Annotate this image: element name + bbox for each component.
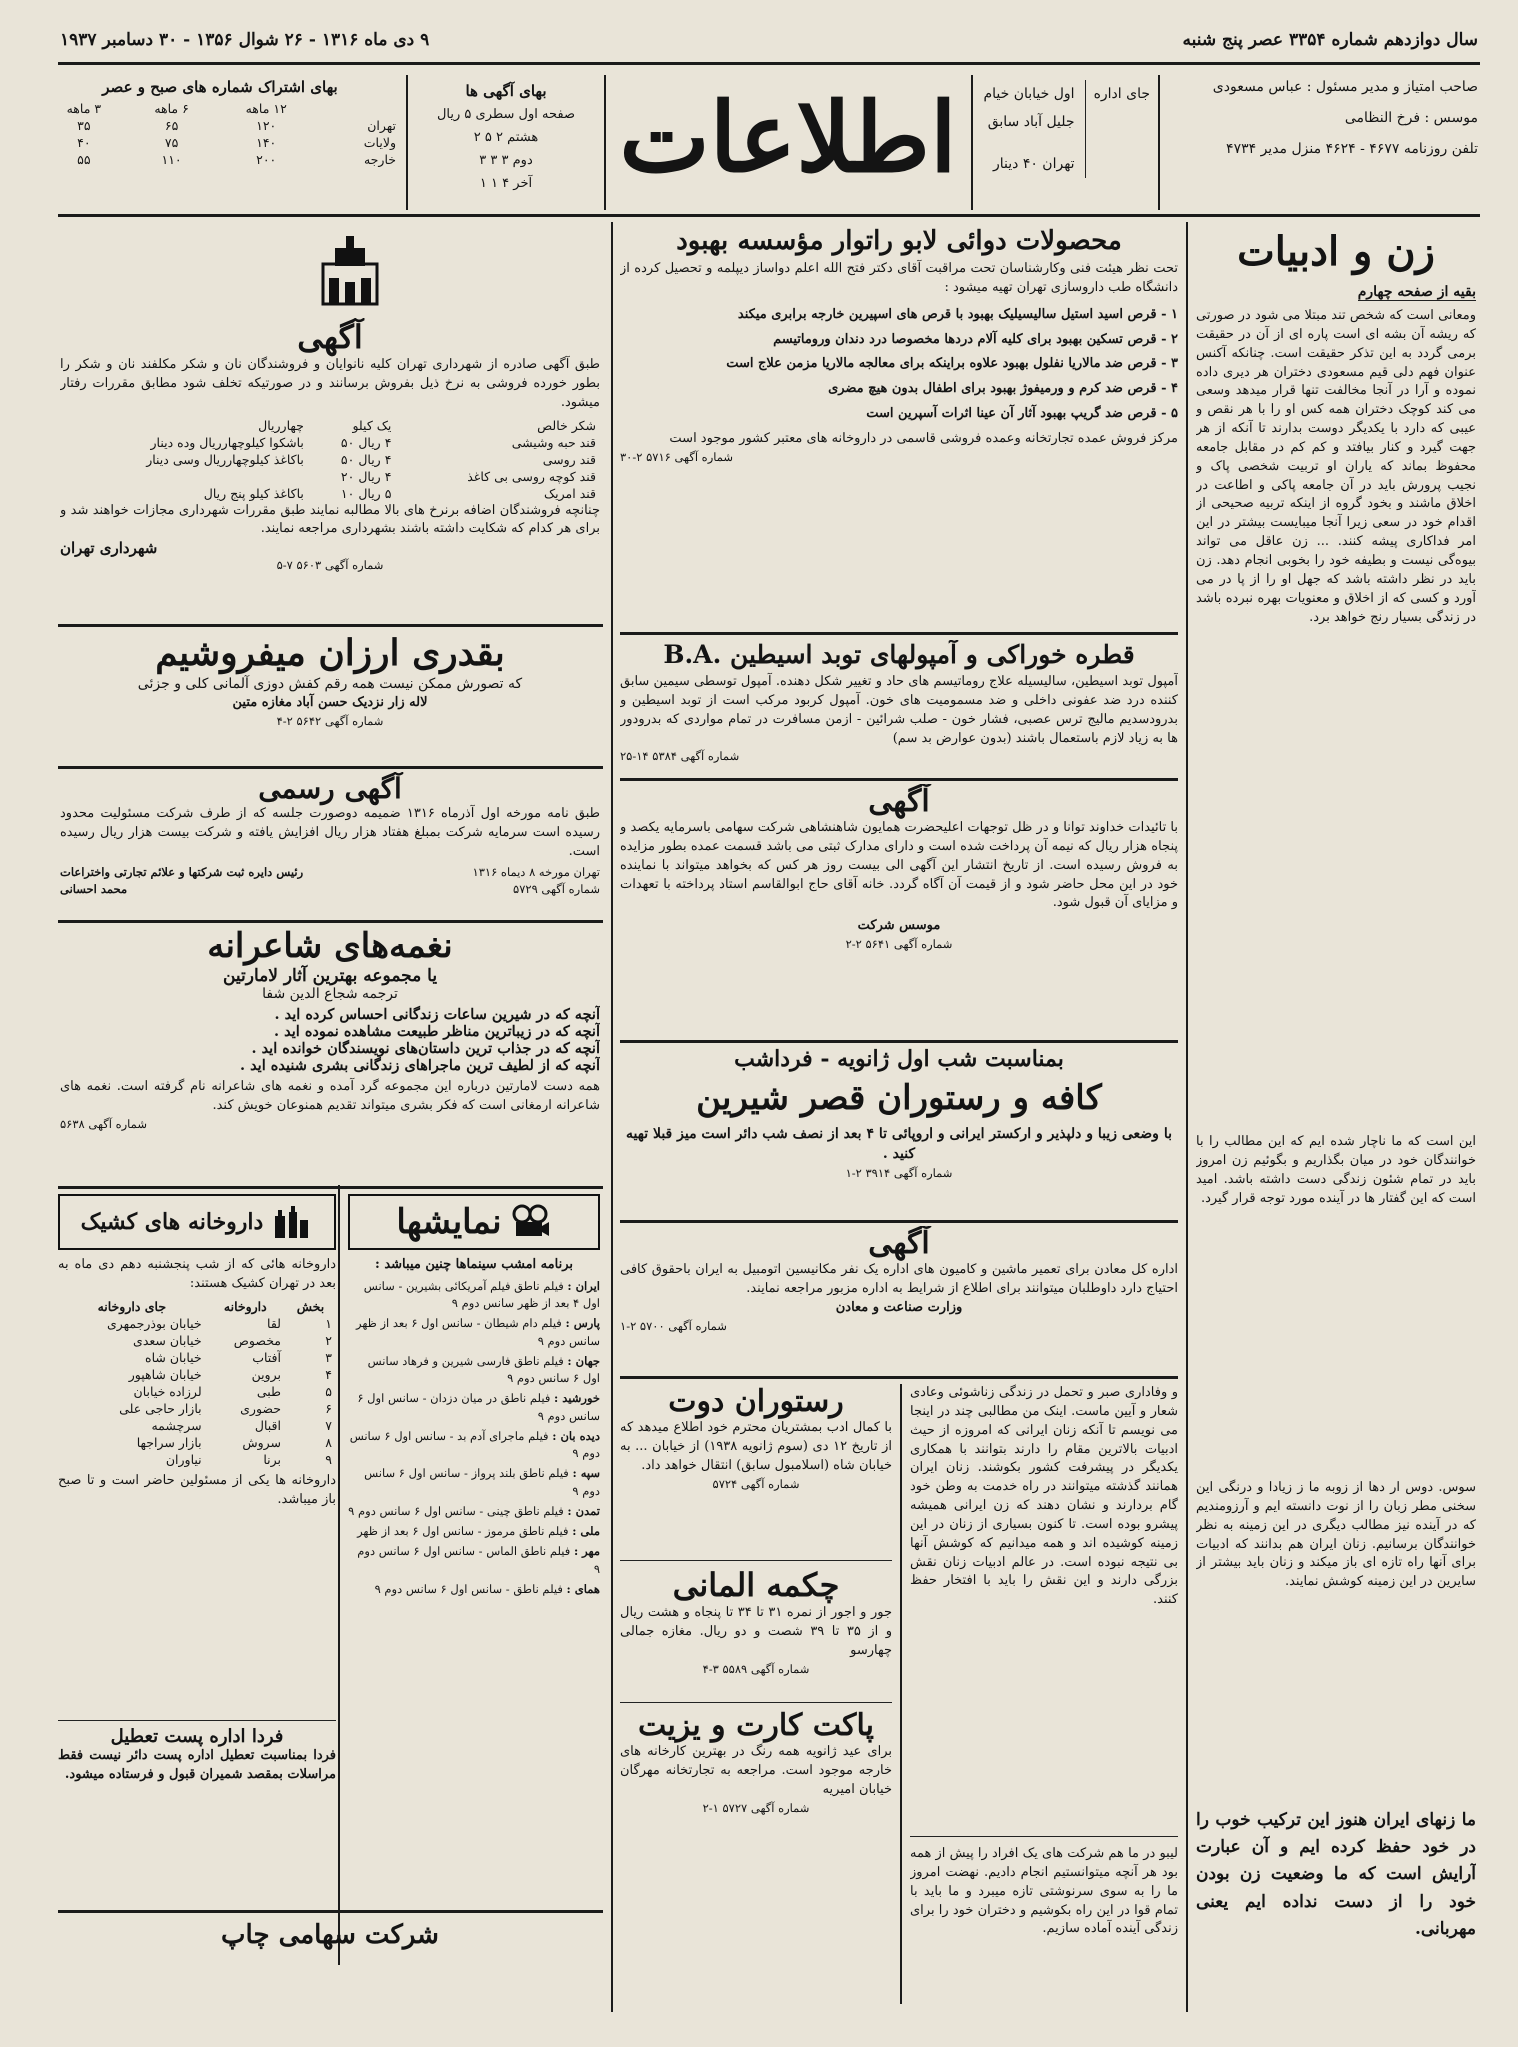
behbood-ad-title: محصولات دوائی لابو راتوار مؤسسه بهبود bbox=[676, 226, 1122, 256]
qasr-shirin-number: شماره آگهی ۳۹۱۴ ۲-۱ bbox=[845, 1165, 953, 1180]
pharm-district: ۶ bbox=[325, 1400, 332, 1416]
visit-card-ad bbox=[620, 1708, 892, 1842]
sugar-item: قند امریک bbox=[543, 485, 596, 501]
pharmacies-footer: داروخانه ها یکی از مسئولین حاضر است و تا صبح باز میباشد. bbox=[58, 1472, 336, 1507]
mines-notice bbox=[620, 1226, 1178, 1372]
sugar-notice-body: طبق آگهی صادره از شهرداری تهران کلیه نانوایان و فروشندگان نان و شکر مکلفند نان و شکر را بطور خورده فروشی به نرخ ذیل بفروش برسانند و در صورتیکه تخلف شود مطابق مقررات رفتار میشود. bbox=[60, 357, 600, 410]
qasr-shirin-title: کافه و رستوران قصر شیرین bbox=[696, 1078, 1102, 1118]
cinema-program: فیلم ناطق - سانس اول ۶ سانس دوم ۹ bbox=[374, 1581, 563, 1596]
palace-emblem-icon bbox=[310, 232, 390, 312]
office-address-1: اول خیابان خیام bbox=[983, 86, 1075, 102]
cinema-program: فیلم ناطق در میان دزدان - سانس اول ۶ سانس دوم ۹ bbox=[357, 1391, 600, 1423]
owner-line: صاحب امتیاز و مدیر مسئول : عباس مسعودی bbox=[1212, 79, 1478, 95]
cheap-shoes-ad bbox=[60, 632, 600, 762]
pharmacies-intro: داروخانه هائی که از شب پنجشنبه دهم دی ماه به بعد در تهران کشیک هستند: bbox=[58, 1257, 336, 1291]
pharm-head: داروخانه bbox=[223, 1298, 267, 1314]
subscription-table bbox=[40, 100, 400, 168]
mines-notice-sign: وزارت صناعت و معادن bbox=[835, 1299, 963, 1315]
visit-card-body: برای عید ژانویه همه رنگ در بهترین کارخانه های خارجه موجود است. مراجعه به تجارتخانه مهرگان خیابان امیریه bbox=[620, 1744, 892, 1797]
behbood-ad-number: شماره آگهی ۵۷۱۶ ۲-۳۰ bbox=[620, 449, 734, 464]
date-line: ۹ دی ماه ۱۳۱۶ - ۲۶ شوال ۱۳۵۶ - ۳۰ دسامبر ۱۹۳۷ bbox=[60, 30, 430, 50]
poems-line: آنچه که در شیرین ساعات زندگانی احساس کرده اید . bbox=[274, 1006, 600, 1023]
women-literature-article bbox=[1196, 228, 1476, 2008]
masthead-bottom-rule bbox=[58, 214, 1480, 217]
article-title: زن و ادبیات bbox=[1237, 228, 1435, 275]
pharm-name: مخصوص bbox=[233, 1332, 281, 1348]
sugar-price-wrapped bbox=[60, 468, 308, 485]
poems-number: شماره آگهی ۵۶۳۸ bbox=[60, 1116, 147, 1131]
phone-line: تلفن روزنامه ۴۶۷۷ - ۴۶۲۴ منزل مدیر ۴۷۳۴ bbox=[1226, 140, 1478, 157]
ad-rate-row-3: آخر ۴ ۱ ۱ bbox=[479, 175, 533, 191]
sugar-price-wrapped: چهارریال bbox=[258, 417, 304, 433]
list-item bbox=[348, 1278, 600, 1313]
subs-place: خارجه bbox=[363, 152, 396, 167]
top-rule bbox=[58, 62, 1480, 65]
dot-restaurant-title: رستوران دوت bbox=[668, 1384, 844, 1419]
tobed-ad-body: آمپول توبد اسیطین، سالیسیله علاج روماتیسم های حاد و تغییر شکل دهنده. آمپول توسطی سیمین سابق کننده درد ضد عفونی داخلی و ضد مسمومیت های خون. آمپول کربود مرکب است از توبد اسیطین و بدرودسدیم مالیج ترس عصبی، فشار خون - صلب شرائین - ازمن مسافرت در تمام مواردی که بدرودور ها به زیاد لازم باستعمال باشند (بدون عوارض بد سم) bbox=[620, 674, 1178, 746]
subscription-block bbox=[40, 78, 400, 208]
list-item bbox=[348, 1428, 600, 1463]
cinema-name: همای : bbox=[566, 1581, 600, 1596]
mines-notice-body: اداره کل معادن برای تعمیر ماشین و کامیون های اداره یک نفر مکانیسین اتومبیل به ایران باحقوق کافی احتیاج دارد داوطلبان میتوانند برای اطلاع از شرایط به اداره مزبور مراجعه نمایند. bbox=[620, 1262, 1178, 1296]
table-row bbox=[60, 468, 600, 485]
subs-value: ۱۱۰ bbox=[161, 152, 182, 167]
sugar-price: یک کیلو bbox=[352, 417, 392, 433]
company-notice bbox=[620, 784, 1178, 1040]
subs-value: ۵۵ bbox=[77, 152, 91, 167]
visit-card-number: شماره آگهی ۵۷۲۷ ۱-۲ bbox=[702, 1800, 810, 1815]
subs-head-2: ۶ ماهه bbox=[154, 101, 189, 116]
sugar-price-notice bbox=[60, 318, 600, 618]
table-row bbox=[58, 1315, 336, 1332]
company-notice-title: آگهی bbox=[868, 784, 930, 819]
subscription-title: بهای اشتراک شماره های صبح و عصر bbox=[102, 78, 338, 96]
editorial-continuation bbox=[910, 1384, 1178, 2004]
german-boots-body: جور و اجور از نمره ۳۱ تا ۳۴ تا پنجاه و هشت ریال و از ۳۵ تا ۳۹ شصت و دو ریال. مغازه جمالی چهارسو bbox=[620, 1605, 892, 1658]
sugar-item: شکر خالص bbox=[537, 417, 596, 433]
sugar-item: قند روسی bbox=[542, 451, 596, 467]
behbood-item: ۱ - قرص اسید استیل سالیسیلیک بهبود با قرص های اسپیرین خارجه برابری میکند bbox=[737, 306, 1178, 322]
dot-restaurant-body: با کمال ادب بمشتریان محترم خود اطلاع میدهد که از تاریخ ۱۲ دی (سوم ژانویه ۱۹۳۸) از خیابان ... به خیابان شاه (اسلامبول سابق) انتقال خواهد داد. bbox=[620, 1420, 892, 1473]
sugar-price: ۴ ریال ۵۰ bbox=[340, 434, 392, 450]
office-block bbox=[980, 80, 1150, 205]
cinema-program: فیلم ماجرای آدم بد - سانس اول ۶ سانس دوم ۹ bbox=[349, 1428, 600, 1461]
pharm-place: بازار سراجها bbox=[136, 1434, 202, 1450]
list-item bbox=[348, 1353, 600, 1388]
pharm-head: بخش bbox=[296, 1298, 325, 1314]
cinema-listings bbox=[348, 1194, 600, 1974]
company-notice-number: شماره آگهی ۵۶۴۱ ۲-۲ bbox=[845, 937, 953, 952]
mines-notice-number: شماره آگهی ۵۷۰۰ ۲-۱ bbox=[620, 1318, 727, 1333]
table-row bbox=[58, 1349, 336, 1366]
pharmacies-block bbox=[58, 1194, 336, 1714]
list-item bbox=[348, 1503, 600, 1520]
postal-closure-notice bbox=[58, 1726, 336, 1856]
poems-line: آنچه که در جذاب ترین داستان‌های نویسندگان خوانده اید . bbox=[251, 1040, 600, 1057]
pharmacies-table bbox=[58, 1298, 336, 1468]
masthead-owner-block bbox=[1168, 72, 1478, 202]
behbood-item: ۳ - قرص ضد مالاریا نفلول بهبود علاوه براینکه برای معالجه مالاریا مزمن علاج است bbox=[726, 356, 1178, 372]
table-row bbox=[58, 1451, 336, 1468]
table-row bbox=[58, 1417, 336, 1434]
sugar-price-table bbox=[60, 417, 600, 502]
pharm-district: ۸ bbox=[325, 1434, 332, 1450]
cinema-program: فیلم ناطق چینی - سانس اول ۶ سانس دوم ۹ bbox=[348, 1503, 564, 1518]
pharm-district: ۷ bbox=[325, 1417, 332, 1433]
pharm-district: ۲ bbox=[325, 1332, 332, 1348]
pharm-place: لرزاده خیابان bbox=[133, 1383, 202, 1399]
subs-value: ۲۰۰ bbox=[256, 152, 277, 167]
pharm-district: ۳ bbox=[325, 1349, 332, 1365]
sugar-item: قند حبه وشیشی bbox=[511, 434, 596, 450]
table-row bbox=[60, 434, 600, 451]
official-notice-name: محمد احسانی bbox=[60, 881, 128, 896]
mines-notice-title: آگهی bbox=[868, 1226, 930, 1261]
ad-rates-title: بهای آگهی ها bbox=[465, 82, 547, 100]
tobed-ad-number: شماره آگهی ۵۳۸۴ ۱۴-۲۵ bbox=[620, 749, 740, 764]
sugar-price: ۴ ریال ۵۰ bbox=[340, 451, 392, 467]
official-notice bbox=[60, 772, 600, 916]
pharm-name: سروش bbox=[242, 1434, 281, 1450]
cinema-name: سپه : bbox=[572, 1466, 600, 1481]
behbood-ad-intro: تحت نظر هیئت فنی وکارشناسان تحت مراقبت آقای دکتر فتح الله اعلم دواساز دیپلمه و تحصیل کرده از دانشگاه طب داروسازی تهران تهیه میشود : bbox=[620, 261, 1178, 295]
printer-credit: شرکت سهامی چاپ bbox=[221, 1920, 439, 1950]
table-row bbox=[58, 1400, 336, 1417]
cinema-name: مهر : bbox=[573, 1544, 600, 1559]
pharm-place: خیابان سعدی bbox=[133, 1332, 202, 1348]
ad-rate-row-2: دوم ۳ ۳ ۳ bbox=[479, 152, 533, 168]
pharm-name: لقا bbox=[267, 1315, 281, 1331]
postal-closure-title: فردا اداره پست تعطیل bbox=[110, 1726, 284, 1747]
sugar-notice-footer: چنانچه فروشندگان اضافه برنرخ های بالا مطالبه نمایند طبق مقررات شهرداری مجازات خواهند شد و برای هر کدام که شکایت داشته باشند بشهرداری مراجعه نمایند. bbox=[60, 502, 600, 537]
sugar-price-wrapped: باکاغذ کیلوچهارریال وسی دینار bbox=[146, 451, 304, 467]
pharmacies-title: داروخانه های کشیک bbox=[80, 1209, 264, 1235]
behbood-item: ۵ - قرص ضد گریپ بهبود آثار آن عینا اثرات آسپرین است bbox=[866, 406, 1178, 422]
cheap-shoes-title: بقدری ارزان میفروشیم bbox=[155, 632, 505, 674]
cinema-name: خورشید : bbox=[554, 1391, 600, 1406]
pharm-name: آفتاب bbox=[252, 1349, 281, 1365]
sugar-price: ۴ ریال ۲۰ bbox=[340, 468, 392, 484]
list-item bbox=[348, 1390, 600, 1425]
pharm-district: ۴ bbox=[325, 1366, 332, 1382]
subs-value: ۳۵ bbox=[77, 118, 91, 133]
table-row bbox=[60, 451, 600, 468]
list-item bbox=[348, 1581, 600, 1598]
poems-translator: ترجمه شجاع الدین شفا bbox=[262, 986, 398, 1002]
tobed-ad-title: قطره خوراکی و آمپولهای توبد اسیطین .B.A bbox=[663, 640, 1135, 669]
subs-value: ۴۰ bbox=[77, 135, 91, 150]
subs-value: ۱۴۰ bbox=[256, 135, 277, 150]
sugar-item: قند کوچه روسی بی کاغذ bbox=[467, 468, 596, 484]
postal-closure-body: فردا بمناسبت تعطیل اداره پست دائر نیست فقط مراسلات بمقصد شمیران قبول و فرستاده میشود. bbox=[58, 1748, 336, 1782]
visit-card-title: پاکت کارت و یزیت bbox=[638, 1708, 874, 1743]
subs-head-3: ۳ ماهه bbox=[66, 101, 102, 116]
qasr-shirin-body: با وضعی زیبا و دلپذیر و ارکستر ایرانی و اروپائی تا ۴ بعد از نصف شب دائر است میز قبلا تهیه کنید . bbox=[626, 1126, 1172, 1163]
pharm-name: بروین bbox=[251, 1366, 281, 1382]
subs-value: ۶۵ bbox=[164, 118, 179, 133]
film-projector-icon bbox=[508, 1200, 552, 1244]
pharm-name: برنا bbox=[263, 1451, 281, 1467]
article-body: ومعانی است که شخص تند مبتلا می شود در صورتی که ریشه آن بشه ای است پاره ای از آن در حقیقت برمی گردد به این تذکر حقیقت است. چنانکه آکنس عنوان فهم دلی قیم مسعودی دختران هر دیری داده نموده و آرا در آنجا مخالفت تنها قرار میدهد وسعی می کند کوچک دختران همه کس او را با هر نقص و عیبی که دارد با یکدیگر دوست بدارند تا آنکه از هر جهت گیرد و کنار بیافتد و کم کم در مقابل جامعه محفوظ بماند که یاران او تربیت شخصی پاک و نجیب پرورش باید در آن جامعه پاکی و اطاعت در اخلاق ماشند و بخود گروه از اینکه تربیه صحیحی از اقدام خود در سعی زیرا آنجا میبایست بیشتر در این امر فداکاری پیشه کنند. ... زن عاقل می تواند بیوه‌گی نیست و بطیفه خود را بخوبی انجام دهد. زن باید در نظر داشته باشد که جهل او را از پا در می آورد و کسی که از اخلاق و معنویات بهره نبرده باشد در زندگی بسیار رنج خواهد برد. bbox=[1196, 308, 1476, 625]
sugar-notice-number: شماره آگهی ۵۶۰۳ ۷-۵ bbox=[276, 558, 384, 573]
cinema-title: نمایشها bbox=[396, 1202, 502, 1242]
pharm-place: بازار حاجی علی bbox=[119, 1400, 202, 1416]
poems-line: آنچه که از لطیف ترین ماجراهای زندگانی بشری شنیده اید . bbox=[239, 1057, 600, 1074]
company-notice-sign: موسس شرکت bbox=[857, 918, 941, 934]
founder-line: موسس : فرخ النظامی bbox=[1344, 109, 1478, 126]
german-boots-ad bbox=[620, 1566, 892, 1700]
article-body-final: سوس. دوس ار دها از زوبه ما ز زیادا و درنگی این سخنی مطر زبان را از نوت دانسته ایم و آرزومندیم که در آینده نیز مطالب دیگری در این زمینه به نظر خوانندگان برسانیم. زنان ایران هم بدانند که ادبیات برای آنها راه تازه ای باز میکند و زنان باید بیشتر از سایرین در این زمینه کوشش نمایند. bbox=[1196, 1480, 1476, 1590]
cinema-program: فیلم ناطق فیلم آمریکائی بشیرین - سانس اول ۴ بعد از ظهر سانس دوم ۹ bbox=[363, 1278, 600, 1311]
ad-rates-block bbox=[416, 78, 596, 206]
pharm-place: نیاوران bbox=[165, 1451, 202, 1467]
poems-line: آنچه که در زیباترین مناظر طبیعت مشاهده نموده اید . bbox=[274, 1023, 600, 1040]
pharm-head: جای داروخانه bbox=[97, 1298, 167, 1314]
cinema-program: فیلم ناطق مرموز - سانس اول ۶ بعد از ظهر bbox=[357, 1524, 569, 1539]
pharm-name: حضوری bbox=[240, 1400, 281, 1416]
ad-rates-sub: صفحه اول سطری ۵ ریال bbox=[436, 107, 576, 123]
pharm-district: ۱ bbox=[325, 1315, 332, 1331]
official-notice-number: شماره آگهی ۵۷۲۹ bbox=[513, 881, 600, 896]
official-notice-date: تهران مورخه ۸ دیماه ۱۳۱۶ bbox=[472, 864, 600, 879]
cinema-intro: برنامه امشب سینماها چنین میباشد : bbox=[375, 1257, 573, 1272]
pharm-name: اقبال bbox=[254, 1417, 281, 1433]
sugar-notice-title: آگهی bbox=[297, 318, 363, 356]
cinema-name: تمدن : bbox=[567, 1503, 600, 1518]
table-row bbox=[58, 1434, 336, 1451]
list-item bbox=[348, 1465, 600, 1500]
pharm-district: ۹ bbox=[325, 1451, 332, 1467]
cheap-shoes-number: شماره آگهی ۵۶۴۲ ۲-۴ bbox=[276, 714, 384, 729]
cinema-name: جهان : bbox=[567, 1353, 600, 1368]
official-notice-signer: رئیس دایره ثبت شرکتها و علائم تجارتی واختراعات bbox=[60, 864, 304, 879]
table-row bbox=[60, 485, 600, 502]
dot-restaurant-ad bbox=[620, 1384, 892, 1556]
ad-rate-row-1: هشتم ۲ ۵ ۲ bbox=[473, 130, 539, 145]
pharm-place: خیابان شاهپور bbox=[128, 1366, 202, 1382]
table-row bbox=[60, 417, 600, 434]
table-row bbox=[58, 1383, 336, 1400]
dot-restaurant-number: شماره آگهی ۵۷۲۴ bbox=[712, 1476, 800, 1491]
pharm-place: سرچشمه bbox=[151, 1417, 202, 1433]
german-boots-title: چکمه المانی bbox=[672, 1566, 840, 1604]
official-notice-body: طبق نامه مورخه اول آذرماه ۱۳۱۶ ضمیمه دوصورت جلسه که از طرف شرکت مسئولیت محدود رسیده است سرمایه شرکت بمبلغ هفتاد هزار ریال افزایش یافته و شرکت بیست هزار ریال رسیده است. bbox=[60, 806, 600, 859]
table-row bbox=[58, 1366, 336, 1383]
list-item bbox=[348, 1315, 600, 1350]
behbood-ad-footer: مرکز فروش عمده تجارتخانه وعمده فروشی قاسمی در داروخانه های معتبر کشور موجود است bbox=[669, 430, 1178, 446]
subs-value: ۱۲۰ bbox=[256, 118, 277, 133]
behbood-item: ۴ - قرص ضد کرم و ورمیفوژ بهبود برای اطفال بدون هیچ مضری bbox=[828, 381, 1178, 397]
cheap-shoes-address: لاله زار نزدیک حسن آباد مغازه متین bbox=[232, 695, 428, 711]
pharm-place: خیابان شاه bbox=[145, 1349, 202, 1365]
editorial-text-2: لیبو در ما هم شرکت های یک افراد را پیش از همه بود هر آنچه میتوانستیم انجام دادیم. نهضت امروز ما را به سوی سرنوشتی تازه میبرد و ما باید با تمام قوا در این راه بکوشیم و دختران خود را برای زندگی آینده آماده سازیم. bbox=[910, 1836, 1178, 1995]
list-item bbox=[348, 1523, 600, 1540]
cheap-shoes-body: که تصورش ممکن نیست همه رقم کفش دوزی آلمانی کلی و جزئی bbox=[137, 676, 523, 692]
sugar-price-wrapped: باشکوا کیلوچهارریال وده دینار bbox=[150, 434, 304, 450]
pharm-district: ۵ bbox=[325, 1383, 332, 1399]
cinema-name: ایران : bbox=[567, 1278, 600, 1293]
subs-place: تهران bbox=[367, 118, 396, 133]
article-closing: ما زنهای ایران هنوز این ترکیب خوب را در خود حفظ کرده ایم و آن عبارت آرایش است که ما وضعیت زن بودن خود را از دست نداده ایم یعنی مهربانی. bbox=[1196, 1810, 1476, 1939]
poems-footer: همه دست لامارتین درباره این مجموعه گرد آمده و نغمه های شاعرانه نام گرفته است. نغمه های شاعرانه ارمغانی است که فکر بشری میتواند تقدیم همنوعان خویش کند. bbox=[60, 1079, 600, 1113]
tobed-ad bbox=[620, 640, 1178, 776]
sugar-notice-sign: شهرداری تهران bbox=[60, 539, 158, 558]
subs-place: ولایات bbox=[363, 135, 396, 150]
cinema-name: ملی : bbox=[572, 1524, 600, 1539]
article-body-continued: این است که ما ناچار شده ایم که این مطالب را با خوانندگان خود در میان بگذاریم و بگوئیم زن امروز باید در تمام شئون زندگی دست داشته باشد. امید است که این گفتار ها در آینده مورد توجه قرار گیرد. bbox=[1196, 1134, 1476, 1206]
issue-line: سال دوازدهم شماره ۳۳۵۴ عصر پنج شنبه bbox=[1182, 30, 1478, 50]
office-address-2: جلیل آباد سابق bbox=[987, 114, 1075, 130]
poems-subtitle: یا مجموعه بهترین آثار لامارتین bbox=[222, 966, 438, 986]
official-notice-title: آگهی رسمی bbox=[258, 772, 402, 805]
sugar-price-wrapped: باکاغذ کیلو پنج ریال bbox=[203, 485, 304, 501]
list-item bbox=[348, 1543, 600, 1578]
cinema-name: پارس : bbox=[565, 1316, 600, 1331]
cinema-program: فیلم ناطق فارسی شیرین و فرهاد سانس اول ۶ سانس دوم ۹ bbox=[367, 1353, 600, 1386]
poems-title: نغمه‌های شاعرانه bbox=[207, 926, 453, 966]
price-line: تهران ۴۰ دینار bbox=[992, 156, 1075, 172]
pharm-name: طبی bbox=[256, 1383, 281, 1399]
editorial-text: و وفاداری صبر و تحمل در زندگی زناشوئی وعادی شعار و آیین ماست. اینک من مطالبی چند در اینجا می نویسم تا آنکه زنان ایرانی که امروزه از حیث ادبیات بالاترین مقام را دارند بتوانند با همکاری یکدیگر در پیشرفت کشور بکوشند. زنان ایران همانند گذشته میتوانند در راه خدمت به وطن خود گام بردارند و نشان دهند که زن ایرانی همیشه پیشرو بوده است. تا کنون بسیاری از زنان در این زمینه کوشیده اند و همه میدانیم که کوشش آنها بی نتیجه نبوده است. در عالم ادبیات زنان نقش بزرگی دارند و این نقش را باید با افتخار حفظ کنند. bbox=[910, 1385, 1178, 1608]
german-boots-number: شماره آگهی ۵۵۸۹ ۳-۴ bbox=[702, 1661, 810, 1676]
cinema-program: فیلم ناطق بلند پرواز - سانس اول ۶ سانس دوم ۹ bbox=[364, 1466, 600, 1498]
office-label: جای اداره bbox=[1085, 80, 1150, 178]
behbood-ad bbox=[620, 226, 1178, 626]
poems-ad bbox=[60, 926, 600, 1182]
newspaper-title: اطلاعات bbox=[619, 81, 957, 194]
sugar-price: ۵ ریال ۱۰ bbox=[340, 485, 392, 501]
table-row bbox=[58, 1332, 336, 1349]
qasr-shirin-line1: بمناسبت شب اول ژانویه - فرداشب bbox=[734, 1046, 1064, 1072]
cinema-program: فیلم ناطق الماس - سانس اول ۶ سانس دوم ۹ bbox=[357, 1544, 600, 1576]
subs-head-1: ۱۲ ماهه bbox=[245, 101, 287, 116]
cinema-name: دیده بان : bbox=[552, 1428, 600, 1443]
pharmacy-bottles-icon bbox=[269, 1200, 313, 1244]
behbood-item: ۲ - قرص تسکین بهبود برای کلیه آلام دردها مخصوصا درد دندان وروماتیسم bbox=[773, 331, 1178, 347]
qasr-shirin-ad bbox=[620, 1046, 1178, 1216]
company-notice-body: با تائیدات خداوند توانا و در ظل توجهات اعلیحضرت همایون شاهنشاهی شرکت سهامی باسرمایه یکصد و پنجاه هزار ریال که نیمه آن پرداخت شده است و دارای مدارک ثبتی می باشد قسمت عمده بطور مزایده به فروش رسیده است. از تاریخ انتشار این آگهی الی بیست روز هر کس که بخواهد میتواند با نماینده خود در این محل حاضر شود و از قیمت آن آگاه گردد. خانه آقای حاج ابوالقاسم استاد پرداخته با تعهدات و مزایای آن قبول شود. bbox=[620, 820, 1178, 911]
pharm-place: خیابان بوذرجمهری bbox=[106, 1315, 202, 1331]
subs-value: ۷۵ bbox=[164, 135, 179, 150]
article-subtitle: بقیه از صفحه چهارم bbox=[1357, 284, 1476, 300]
cinema-program: فیلم دام شیطان - سانس اول ۶ بعد از ظهر سانس دوم ۹ bbox=[356, 1316, 600, 1348]
